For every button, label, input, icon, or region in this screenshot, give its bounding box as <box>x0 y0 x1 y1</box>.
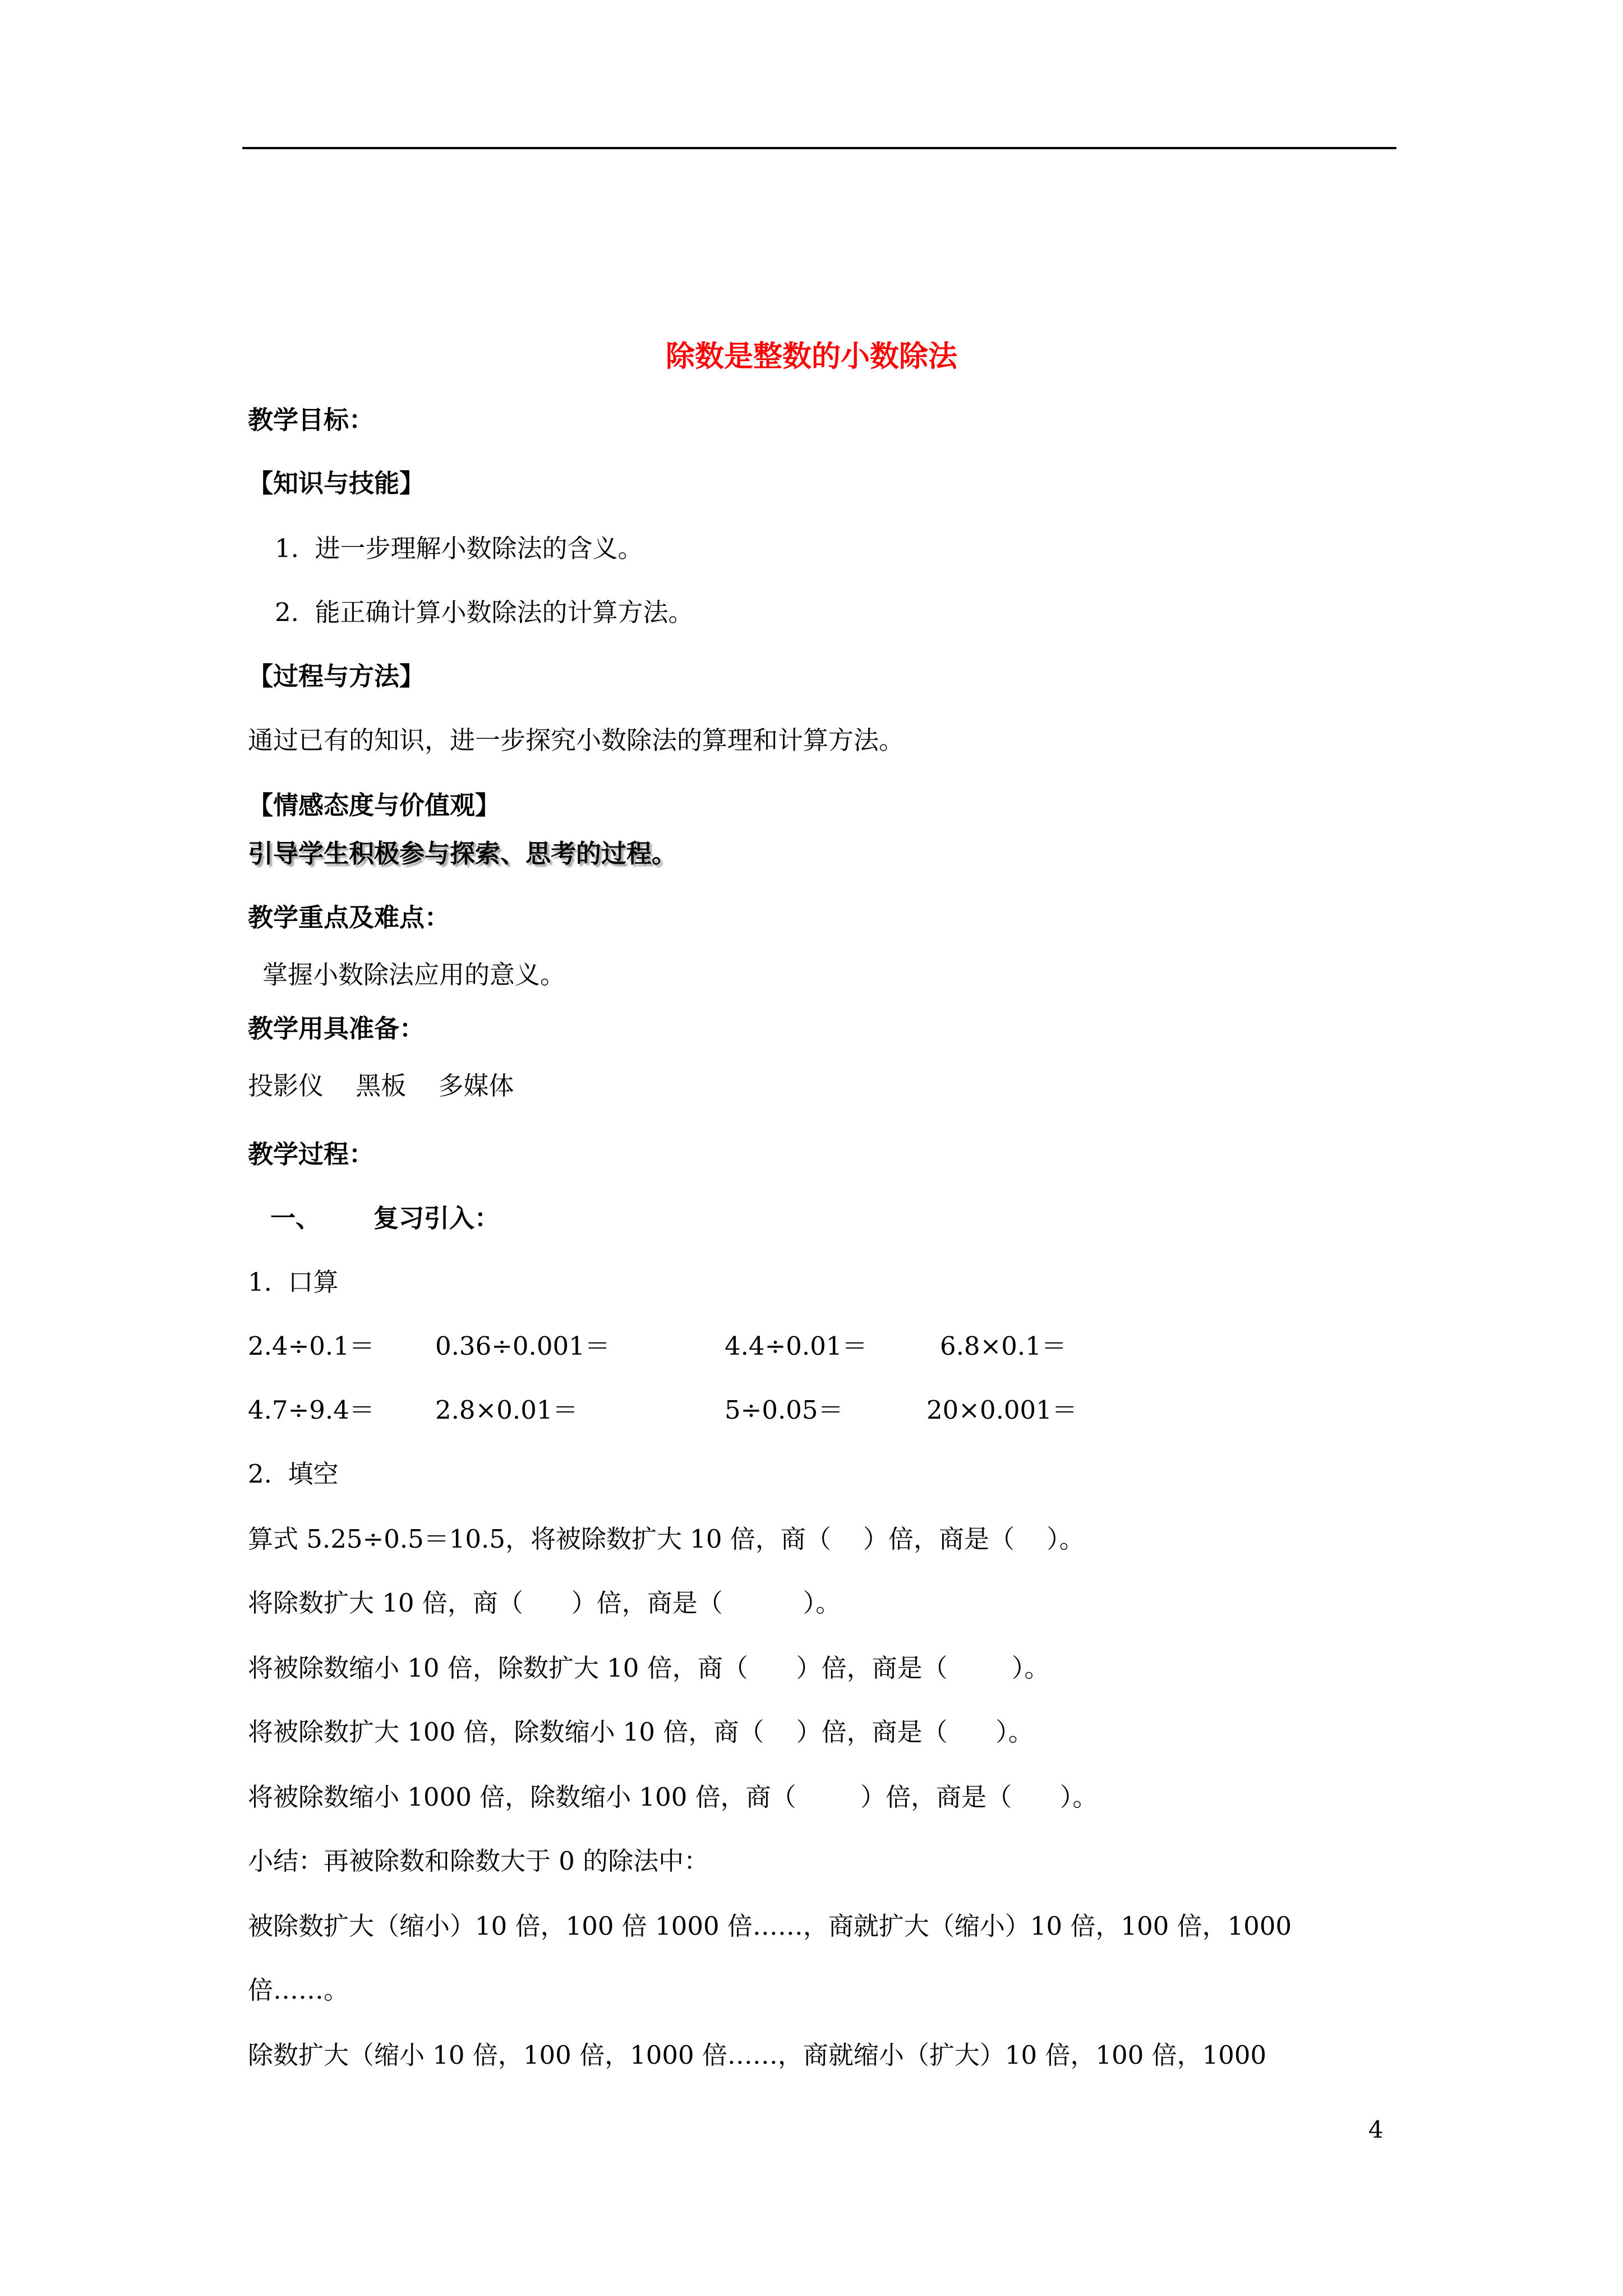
fill-blank-line: 将除数扩大 10 倍，商（ ）倍，商是（ ）。 <box>248 1588 841 1618</box>
fill-blank-line: 算式 5.25÷0.5＝10.5，将被除数扩大 10 倍，商（ ）倍，商是（ ）。 <box>248 1524 1085 1554</box>
oral-row1-item: 4.4÷0.01＝ <box>725 1331 868 1361</box>
page-number: 4 <box>1368 2116 1384 2143</box>
summary-line: 被除数扩大（缩小）10 倍，100 倍 1000 倍……，商就扩大（缩小）10 倍，100 倍，1000 <box>248 1911 1292 1941</box>
knowledge-heading: 【知识与技能】 <box>248 468 425 498</box>
process-heading: 【过程与方法】 <box>248 661 425 691</box>
oral-row2-item: 2.8×0.01＝ <box>435 1395 578 1425</box>
document-title: 除数是整数的小数除法 <box>665 339 957 374</box>
knowledge-item-2: 2. 能正确计算小数除法的计算方法。 <box>275 597 694 627</box>
process-text: 通过已有的知识，进一步探究小数除法的算理和计算方法。 <box>248 725 905 755</box>
oral-row1-item: 2.4÷0.1＝ <box>248 1331 375 1361</box>
summary-heading: 小结：再被除数和除数大于 0 的除法中： <box>248 1846 709 1876</box>
tools-heading: 教学用具准备： <box>248 1014 425 1043</box>
emotion-text: 引导学生积极参与探索、思考的过程。 <box>248 839 677 868</box>
knowledge-item-1: 1. 进一步理解小数除法的含义。 <box>275 533 643 563</box>
header-rule <box>242 147 1396 149</box>
tools-text: 投影仪 黑板 多媒体 <box>248 1071 514 1101</box>
fill-blank-line: 将被除数扩大 100 倍，除数缩小 10 倍，商（ ）倍，商是（ ）。 <box>248 1717 1034 1747</box>
oral-row2-item: 5÷0.05＝ <box>725 1395 843 1425</box>
key-points-text: 掌握小数除法应用的意义。 <box>262 960 566 990</box>
oral-row1-item: 6.8×0.1＝ <box>940 1331 1067 1361</box>
summary-line: 倍……。 <box>248 1975 349 2005</box>
oral-row1-item: 0.36÷0.001＝ <box>435 1331 610 1361</box>
oral-row2-item: 20×0.001＝ <box>926 1395 1077 1425</box>
key-points-heading: 教学重点及难点： <box>248 903 450 932</box>
summary-line: 除数扩大（缩小 10 倍，100 倍，1000 倍……，商就缩小（扩大）10 倍，100 倍，1000 <box>248 2040 1267 2070</box>
section-1-heading: 一、 复习引入： <box>270 1203 500 1233</box>
fill-blank-line: 将被除数缩小 10 倍，除数扩大 10 倍，商（ ）倍，商是（ ）。 <box>248 1653 1050 1683</box>
oral-row2-item: 4.7÷9.4＝ <box>248 1395 375 1425</box>
procedure-heading: 教学过程： <box>248 1139 375 1169</box>
objectives-heading: 教学目标： <box>248 405 375 435</box>
fill-blank-heading: 2. 填空 <box>248 1459 339 1489</box>
oral-calc-heading: 1. 口算 <box>248 1267 339 1297</box>
fill-blank-line: 将被除数缩小 1000 倍，除数缩小 100 倍，商（ ）倍，商是（ ）。 <box>248 1782 1098 1812</box>
emotion-heading: 【情感态度与价值观】 <box>248 790 501 820</box>
